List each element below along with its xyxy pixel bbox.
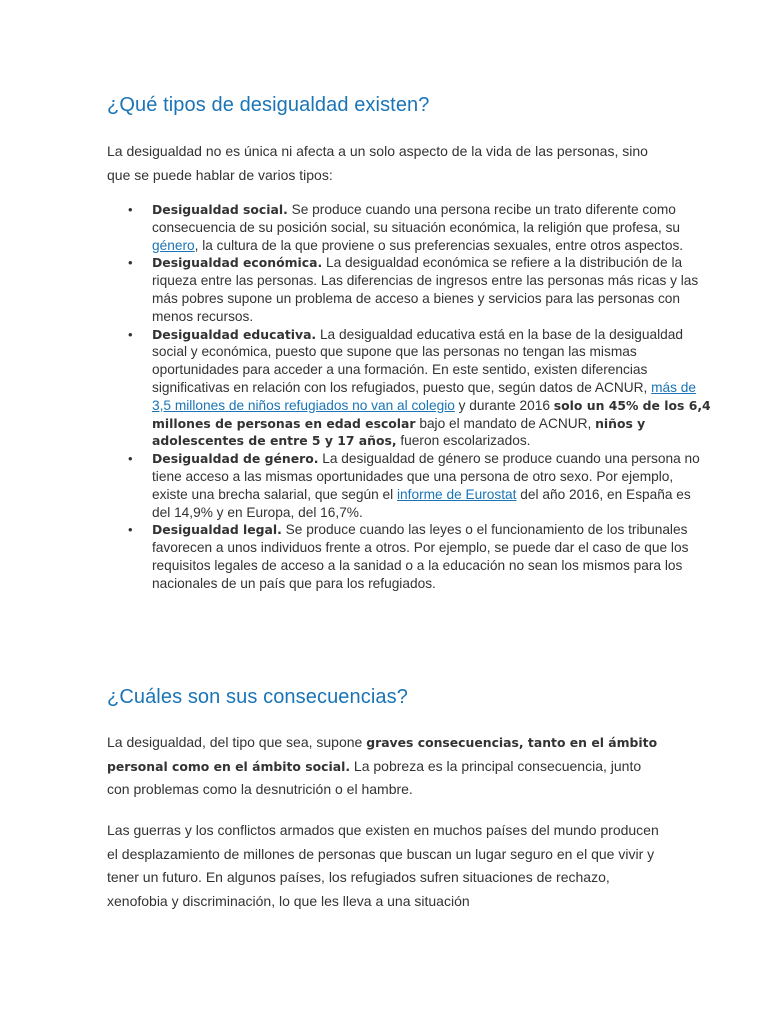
item-text: del año 2016, en España es del 14,9% y en Europa, del 16,7%. xyxy=(152,486,691,520)
list-item-economic xyxy=(152,254,712,325)
genero-link[interactable]: género xyxy=(152,237,195,253)
item-bold: solo un 45% de los 6,4 millones de personas en edad escolar xyxy=(152,397,711,431)
item-text: Se produce cuando una persona recibe un trato diferente como consecuencia de su posición social, su situación económica, la religión que profesa, su xyxy=(152,202,681,235)
list-item-legal xyxy=(152,521,712,592)
intro-paragraph: La desigualdad no es única ni afecta a un solo aspecto de la vida de las personas, sino que se puede hablar de varios tipos: xyxy=(107,143,648,183)
item-title: Desigualdad de género. xyxy=(152,451,319,467)
item-text: fueron escolarizados. xyxy=(396,433,531,449)
section-heading-consequences: ¿Cuáles son sus consecuencias? xyxy=(107,686,408,708)
list-item-social xyxy=(152,201,712,254)
item-text: bajo el mandato de ACNUR, xyxy=(415,415,596,431)
item-bold: niños y adolescentes de entre 5 y 17 años, xyxy=(152,415,646,449)
paragraph-text: La desigualdad, del tipo que sea, supone xyxy=(107,734,367,750)
item-text: La desigualdad económica se refiere a la distribución de la riqueza entre las personas. Las diferencias de ingresos entre las personas más ricas y las más pobres supone un problema de acceso a bienes y servicios para las personas con menos recursos. xyxy=(152,255,699,324)
item-text: La desigualdad educativa está en la base de la desigualdad social y económica, puesto que supone que las personas no tengan las mismas oportunidades para acceder a una formación. En este sentido, existen diferencias significativas en relación con los refugiados, puesto que, según datos de ACNUR, xyxy=(152,326,683,395)
list-item-educational xyxy=(152,326,712,451)
item-text: , la cultura de la que proviene o sus preferencias sexuales, entre otros aspectos. xyxy=(194,237,684,253)
item-title: Desigualdad educativa. xyxy=(152,326,317,342)
item-text: y durante 2016 xyxy=(454,397,554,413)
paragraph-bold: graves consecuencias, tanto en el ámbito personal como en el ámbito social. xyxy=(107,735,658,774)
item-text: Se produce cuando las leyes o el funcionamiento de los tribunales favorecen a unos individuos frente a otros. Por ejemplo, se puede dar el caso de que los requisitos legales de acceso a la sanidad o a la educación no sean los mismos para los nacionales de un país que para los refugiados. xyxy=(152,522,689,591)
eurostat-link[interactable]: informe de Eurostat xyxy=(397,486,517,502)
item-text: La desigualdad de género se produce cuando una persona no tiene acceso a las mismas oportunidades que una persona de otro sexo. Por ejemplo, existe una brecha salarial, que según el xyxy=(152,451,700,502)
refugee-children-link[interactable]: más de 3,5 millones de niños refugiados no van al colegio xyxy=(152,379,697,413)
section-heading-types: ¿Qué tipos de desigualdad existen? xyxy=(107,94,430,116)
list-item-gender xyxy=(152,450,712,521)
consequences-paragraph-1 xyxy=(107,731,667,802)
paragraph-text: La pobreza es la principal consecuencia, junto con problemas como la desnutrición o el hambre. xyxy=(107,757,642,797)
item-title: Desigualdad social. xyxy=(152,202,288,217)
inequality-types-list xyxy=(107,201,712,593)
item-title: Desigualdad legal. xyxy=(152,522,282,538)
consequences-paragraph-2: Las guerras y los conflictos armados que existen en muchos países del mundo producen el desplazamiento de millones de personas que buscan un lugar seguro en el que vivir y tener un futuro. En algunos países, los refugiados sufren situaciones de rechazo, xenofobia y discriminación, lo que les lleva a una situación xyxy=(107,822,659,909)
item-title: Desigualdad económica. xyxy=(152,255,323,271)
